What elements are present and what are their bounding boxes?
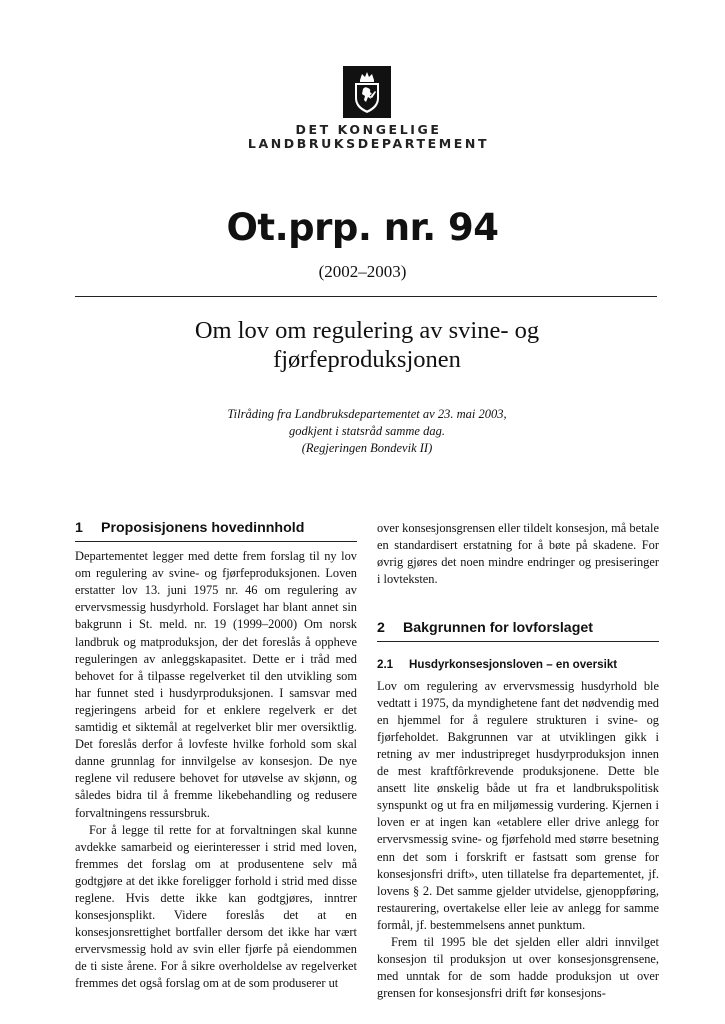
section-1-title: Proposisjonens hovedinnhold	[101, 520, 305, 536]
recommendation-line-2: godkjent i statsråd samme dag.	[289, 424, 445, 438]
subsection-2-1-title: Husdyrkonsesjonsloven – en oversikt	[409, 658, 618, 672]
section-1-paragraph-1: Departementet legger med dette frem forslag til ny lov om regulering av svine- og fjørfeproduksjonen. Loven erstatter lov 13. juni 1975 nr. 46 om regulering av ervervsmessig husdyrhold. Forslaget har blant annet sin bakgrunn i St. meld. nr. 19 (1999–2000) Om norsk landbruk og matproduksjon, der det foreslås å oppheve reguleringen av anleggskapasitet. Dette er i tråd med behovet for å tilpasse regelverket til den utvikling som har funnet sted i husdyrproduksjonen. I samsvar med regjeringens arbeid for et enklere regelverk er det samtidig et siktemål at regelverket blir mer oversiktlig. Det foreslås derfor å lovfeste hvilke forhold som skal danne grunnlag for innvilgelse av konsesjon. De nye reglene vil redusere behovet for utøvelse av skjønn, og således bidra til å fremme likebehandling og redusere forvaltningens ressursbruk.	[75, 549, 357, 820]
section-1-number: 1	[75, 520, 83, 536]
recommendation-block	[120, 406, 614, 457]
document-subtitle: Om lov om regulering av svine- og fjørfeproduksjonen	[194, 317, 540, 373]
title-divider	[75, 296, 657, 297]
section-2-number: 2	[377, 620, 385, 637]
section-1-heading	[75, 520, 357, 542]
column-continuation-spacer	[377, 520, 659, 620]
section-gap	[377, 588, 659, 620]
section-2-paragraph-2: Frem til 1995 ble det sjelden eller aldri innvilget konsesjon til produksjon ut over konsesjonsgrensene, med unntak for de som hadde produksjon ut over grensen for konsesjonsfri drift før konsesjons-	[377, 934, 659, 1001]
section-2-heading	[377, 620, 659, 642]
recommendation-line-1: Tilråding fra Landbruksdepartementet av 23. mai 2003,	[227, 407, 507, 421]
section-2-paragraph-1: Lov om regulering av ervervsmessig husdyrhold ble vedtatt i 1975, da myndighetene fant det nødvendig med en hjemmel for å regulere strukturen i svine- og fjørfeholdet. Bakgrunnen var at utviklingen gikk i retning av mer industripreget husdyrproduksjon innen de mest kraftfôrkrevende produksjonene. Dette ble ansett lite ønskelig både ut fra et landbrukspolitisk synspunkt og ut fra en miljømessig vurdering. Kjernen i loven er at ingen kan «etablere eller drive anlegg for ervervsmessig svine- og fjørfehold med større besetning enn det som i forskrift er fastsatt som grense for konsesjonsfri drift», uten tillatelse fra departementet, jf. lovens § 2. Det samme gjelder utvidelse, gjenoppføring, restaurering, overtakelse eller leie av anlegg for samme formål, jf. bestemmelsens annet punktum.	[377, 678, 659, 932]
section-1-paragraph-2: For å legge til rette for at forvaltningen skal kunne avdekke samarbeid og eierinteresser i strid med loven, fremmes det forslag om at produsentene selv må godtgjøre at det ikke foreligger forhold i strid med disse reglene. Hvis dette ikke kan godtgjøres, inntrer konsesjonsplikt. Videre foreslås det at en konsesjonsrettighet bortfaller dersom det ikke har vært ervervsmessig hold av svin eller fjørfe på eiendommen de ti siste årene. For å sikre overholdelse av regelverket fremmes det også forslag om at de som produserer ut	[75, 822, 357, 991]
document-years: (2002–2003)	[318, 262, 407, 281]
section-1-paragraph-2-continued: over konsesjonsgrensen eller tildelt konsesjon, må betale en standardisert erstatning for å bøte på skadene. For øvrig gjøres det noen mindre endringer og presiseringer i lovteksten.	[377, 521, 659, 587]
right-column	[377, 520, 659, 1002]
subsection-2-1-number: 2.1	[377, 658, 394, 672]
coat-of-arms-logo	[343, 66, 391, 118]
recommendation-line-3: (Regjeringen Bondevik II)	[301, 441, 433, 455]
department-name-line2: LANDBRUKSDEPARTEMENT	[247, 136, 490, 151]
subsection-2-1-heading	[377, 656, 659, 673]
left-column	[75, 520, 357, 993]
document-title: Ot.prp. nr. 94	[226, 206, 499, 249]
section-2-title: Bakgrunnen for lovforslaget	[403, 620, 593, 637]
department-name-line1: DET KONGELIGE	[295, 122, 442, 137]
